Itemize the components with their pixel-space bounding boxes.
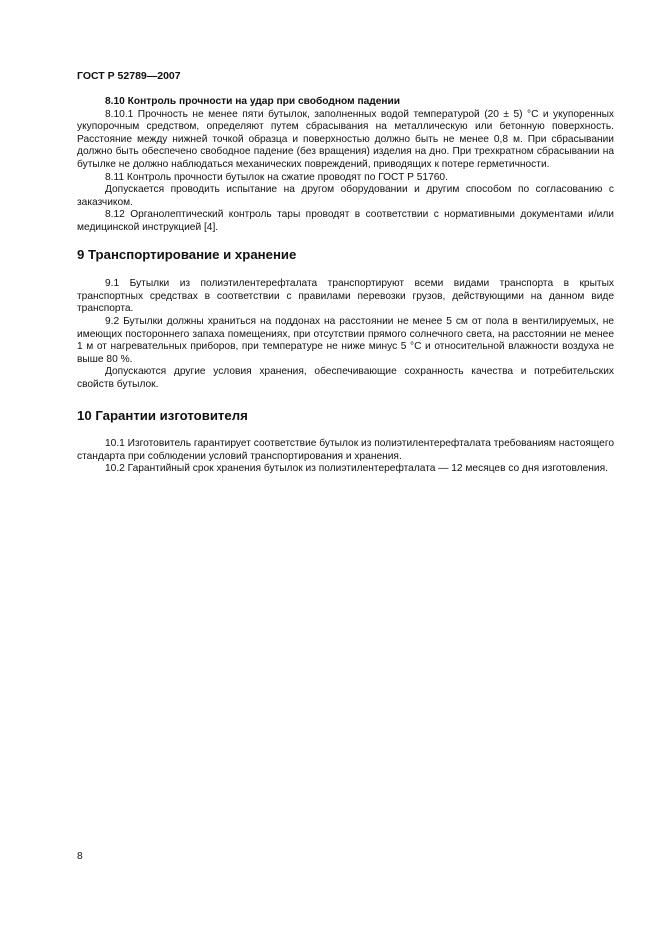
paragraph-8-11-extra: Допускается проводить испытание на другом оборудовании и другим способом по согласованию с заказчиком. (77, 184, 614, 208)
paragraph-8-11: 8.11 Контроль прочности бутылок на сжатие проводят по ГОСТ Р 51760. (105, 171, 448, 183)
paragraph-9-extra: Допускаются другие условия хранения, обеспечивающие сохранность качества и потребительских свойств бутылок. (77, 366, 614, 390)
paragraph-10-2: 10.2 Гарантийный срок хранения бутылок из полиэтилентерефталата — 12 месяцев со дня изготовления. (105, 463, 608, 475)
paragraph-8-12: 8.12 Органолептический контроль тары проводят в соответствии с нормативными документами и/или медицинской инструкцией [4]. (77, 209, 614, 233)
section-10-title: 10 Гарантии изготовителя (77, 408, 248, 424)
section-9-title: 9 Транспортирование и хранение (77, 246, 297, 262)
document-header: ГОСТ Р 52789—2007 (77, 70, 181, 82)
paragraph-9-1: 9.1 Бутылки из полиэтилентерефталата транспортируют всеми видами транспорта в крытых транспортных средствах в соответствии с правилами перевозки грузов, действующими на данном виде транспорта. (77, 278, 614, 315)
paragraph-9-2: 9.2 Бутылки должны храниться на поддонах на расстоянии не менее 5 см от пола в вентилируемых, не имеющих постороннего запаха помещениях, при отсутствии прямого солнечного света, на расстоянии не менее 1 м от нагревательных приборов, при температуре не ниже минус 5 °С и относительной влажности воздуха не выше 80 %. (77, 315, 614, 365)
paragraph-8-10-1: 8.10.1 Прочность не менее пяти бутылок, заполненных водой температурой (20 ± 5) °С и укупоренных укупорочным средством, определяют путем сбрасывания на металлическую или бетонную поверхность. Расстояние между нижней точкой образца и поверхностью должно быть не менее 0,8 м. При сбрасывании должно быть обеспечено свободное падение (без вращения) изделия на дно. При трехкратном сбрасывании на бутылке не должно наблюдаться механических повреждений, приводящих к потере герметичности. (77, 108, 614, 170)
heading-8-10: 8.10 Контроль прочности на удар при свободном падении (105, 96, 401, 107)
page-body (77, 96, 614, 476)
paragraph-10-1: 10.1 Изготовитель гарантирует соответствие бутылок из полиэтилентерефталата требованиям настоящего стандарта при соблюдении условий транспортирования и хранения. (77, 438, 614, 462)
page-number: 8 (77, 851, 83, 862)
